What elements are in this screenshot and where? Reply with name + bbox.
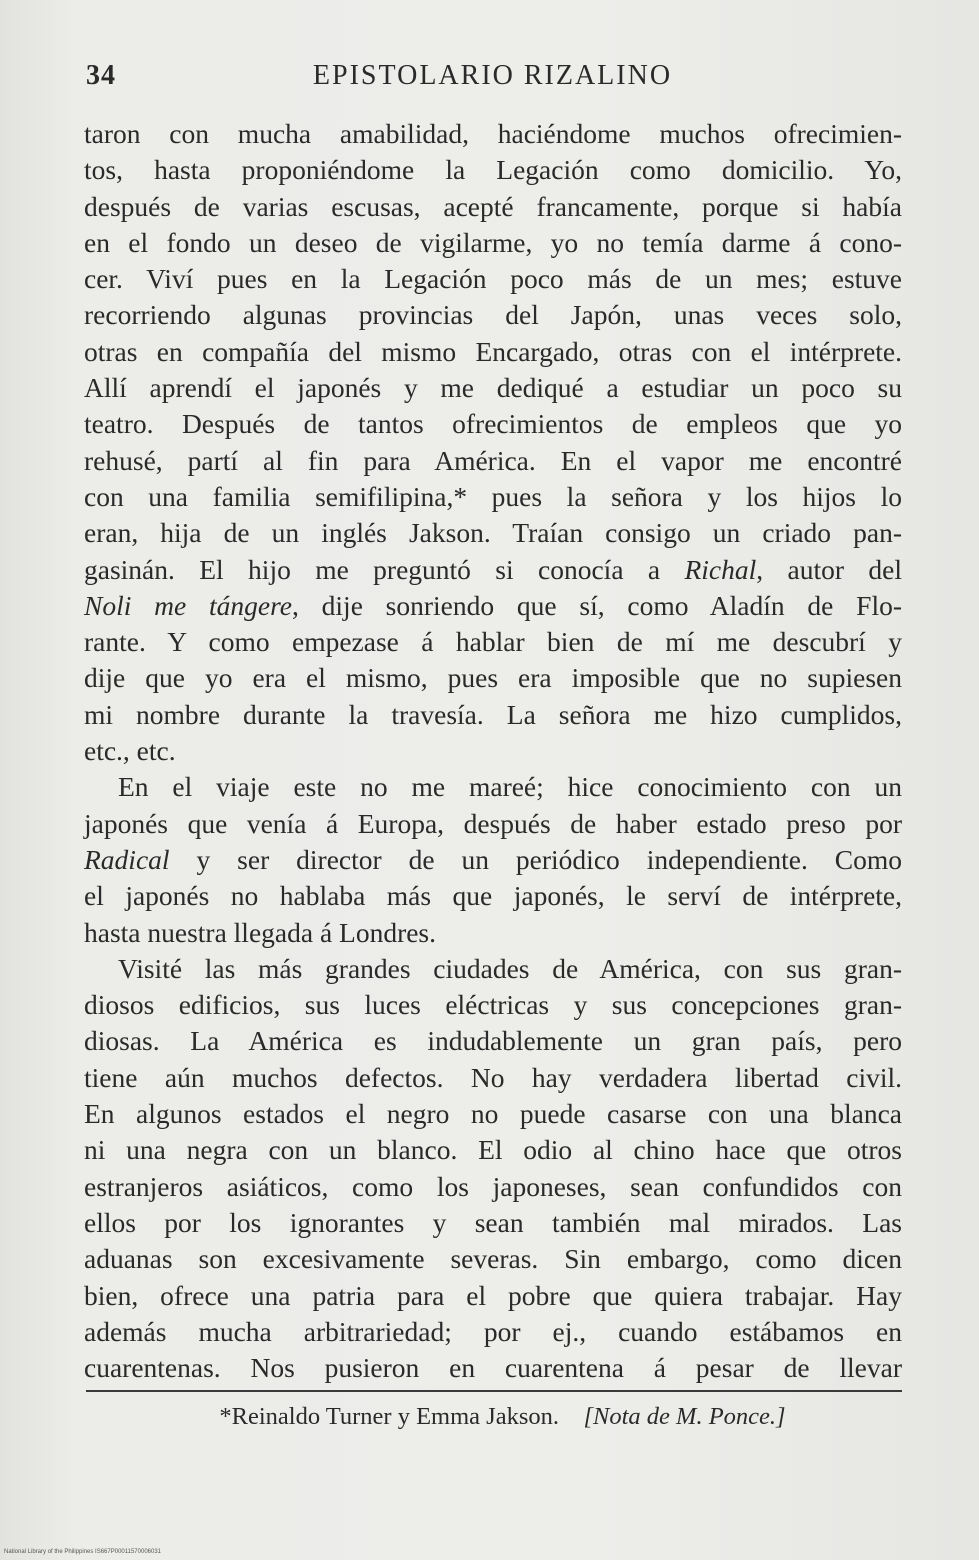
text-line: diosas. La América es indudablemente un gran país, pero <box>84 1025 902 1057</box>
text-line: etc., etc. <box>84 735 176 767</box>
text-line: eran, hija de un inglés Jakson. Traían consigo un criado pan- <box>84 517 902 549</box>
text-line: taron con mucha amabilidad, haciéndome muchos ofrecimien- <box>84 118 902 149</box>
text-line: diosos edificios, sus luces eléctricas y sus concepciones gran- <box>84 989 902 1021</box>
footnote-divider <box>86 1390 902 1392</box>
text-line: estranjeros asiáticos, como los japoneses, sean confundidos con <box>84 1170 902 1202</box>
text-line: con una familia semifilipina,* pues la señora y los hijos lo <box>84 480 902 512</box>
text-line: japonés que venía á Europa, después de haber estado preso por <box>84 807 902 839</box>
library-credit: National Library of the Philippines IS667P00011570006031 <box>4 1549 162 1555</box>
text-line: gasinán. El hijo me preguntó si conocía a Richal, autor del <box>84 553 902 585</box>
text-line: hasta nuestra llegada á Londres. <box>84 916 437 948</box>
page-number: 34 <box>86 60 116 91</box>
text-line: ellos por los ignorantes y sean también mal mirados. Las <box>84 1206 902 1238</box>
footnote <box>0 1403 979 1431</box>
text-line: En el viaje este no me mareé; hice conocimiento con un <box>118 771 902 803</box>
text-line: Noli me tángere, dije sonriendo que sí, como Aladín de Flo- <box>84 589 903 621</box>
body-text <box>84 116 902 1386</box>
text-line: tos, hasta proponiéndome la Legación como domicilio. Yo, <box>84 154 902 186</box>
running-title: EPISTOLARIO RIZALINO <box>312 60 673 91</box>
italic-title: Richal <box>684 553 757 585</box>
text-line: después de varias escusas, acepté francamente, porque si había <box>84 190 902 222</box>
text-line: bien, ofrece una patria para el pobre que quiera trabajar. Hay <box>84 1279 902 1311</box>
text-line: dije que yo era el mismo, pues era imposible que no supiesen <box>84 662 902 694</box>
text-line: recorriendo algunas provincias del Japón, unas veces solo, <box>84 299 902 331</box>
footnote-text: *Reinaldo Turner y Emma Jakson. <box>219 1403 559 1430</box>
footnote-editor-note: [Nota de M. Ponce.] <box>583 1403 786 1430</box>
text-line: aduanas son excesivamente severas. Sin embargo, como dicen <box>84 1243 902 1275</box>
text-line: mi nombre durante la travesía. La señora me hizo cumplidos, <box>84 698 902 730</box>
text-line: cer. Viví pues en la Legación poco más de un mes; estuve <box>84 263 902 295</box>
text-line: Radical y ser director de un periódico independiente. Como <box>84 843 902 875</box>
text-line: rante. Y como empezase á hablar bien de mí me descubrí y <box>84 626 902 658</box>
text-line: en el fondo un deseo de vigilarme, yo no temía darme á cono- <box>84 226 902 258</box>
text-line: cuarentenas. Nos pusieron en cuarentena á pesar de llevar <box>84 1352 902 1384</box>
italic-title: Radical <box>84 843 170 875</box>
italic-title: Noli me tángere <box>84 589 292 621</box>
text-line: Visité las más grandes ciudades de América, con sus gran- <box>118 952 902 984</box>
text-line: En algunos estados el negro no puede casarse con una blanca <box>84 1098 902 1130</box>
text-line: teatro. Después de tantos ofrecimientos de empleos que yo <box>84 408 902 440</box>
text-line: además mucha arbitrariedad; por ej., cuando estábamos en <box>84 1315 902 1347</box>
text-line: otras en compañía del mismo Encargado, otras con el intérprete. <box>84 335 902 367</box>
text-line: rehusé, partí al fin para América. En el vapor me encontré <box>84 444 902 476</box>
text-line: ni una negra con un blanco. El odio al chino hace que otros <box>84 1134 902 1166</box>
page-header <box>86 60 899 100</box>
text-line: el japonés no hablaba más que japonés, le serví de intérprete, <box>84 880 902 912</box>
text-line: Allí aprendí el japonés y me dediqué a estudiar un poco su <box>84 372 902 404</box>
text-line: tiene aún muchos defectos. No hay verdadera libertad civil. <box>84 1061 902 1093</box>
